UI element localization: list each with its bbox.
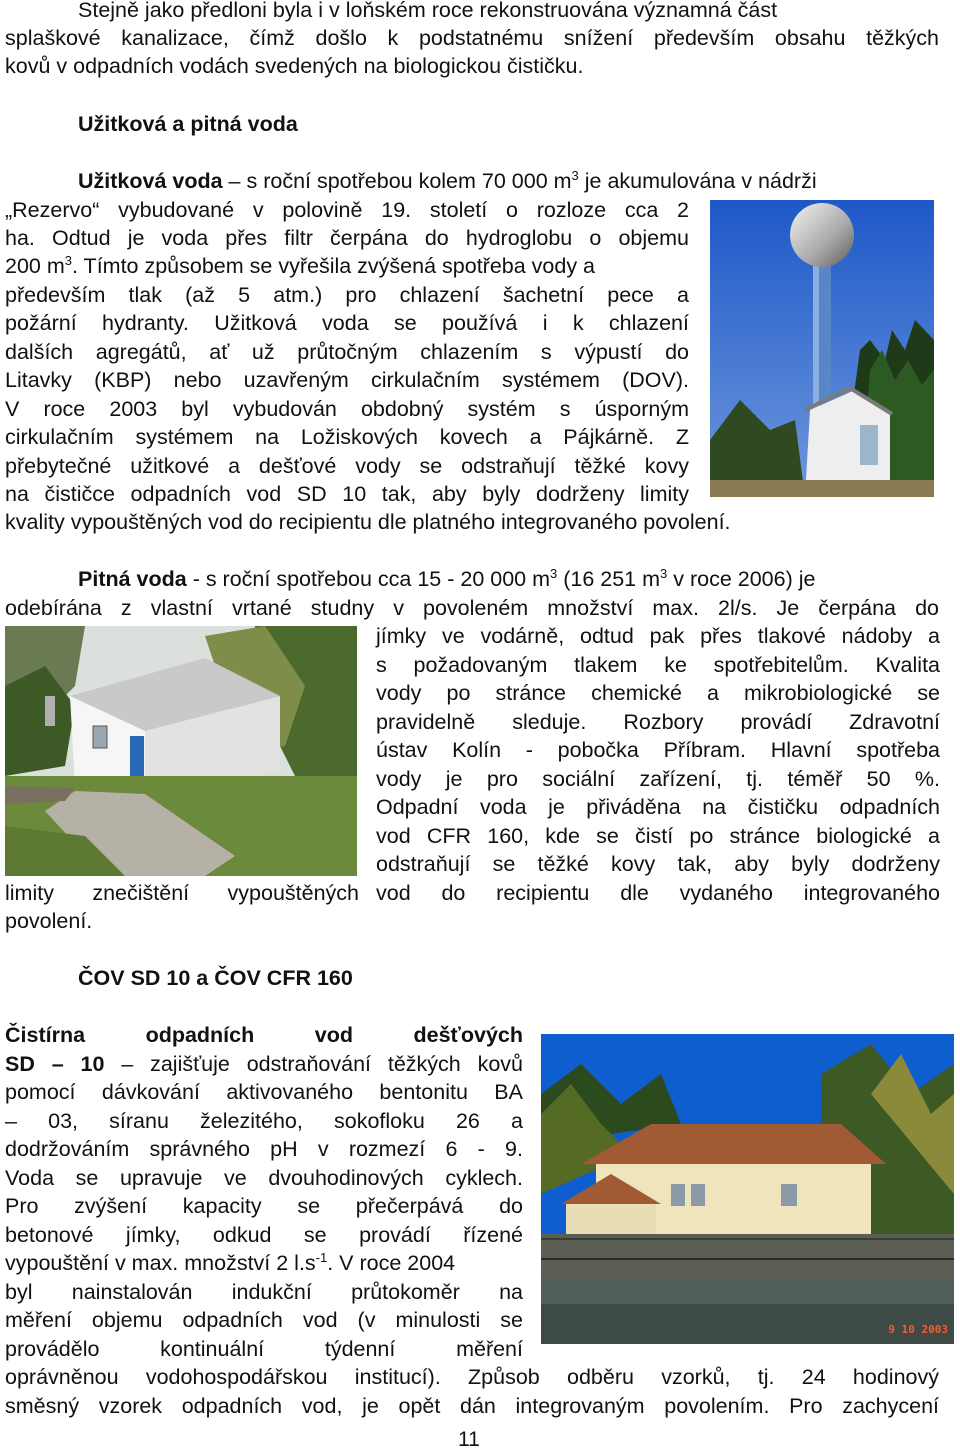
- page-number: 11: [458, 1428, 480, 1451]
- section-heading-uzitkova-pitna: Užitková a pitná voda: [78, 112, 298, 136]
- pitna-line: s požadovaným tlakem ke spotřebitelům. Kvalita: [376, 653, 940, 677]
- pitna-line: ústav Kolín - pobočka Příbram. Hlavní spotřeba: [376, 738, 940, 762]
- pitna-line: odebírána z vlastní vrtané studny v povoleném množství max. 2l/s. Je čerpána do: [5, 596, 939, 620]
- uzitkova-line: cirkulačním systémem na Ložiskových kovech a Pájkárně. Z: [5, 425, 689, 449]
- pitna-line: vod do recipientu dle vydaného integrovaného: [376, 881, 940, 905]
- para-intro-line: splaškové kanalizace, čímž došlo k podstatnému snížení především obsahu těžkých: [5, 26, 939, 50]
- pitna-line: jímky ve vodárně, odtud pak přes tlakové nádoby a: [376, 624, 940, 648]
- pitna-line: pravidelně sleduje. Rozbory provádí Zdravotní: [376, 710, 940, 734]
- pitna-line: povolení.: [5, 909, 93, 933]
- pitna-line: Pitná voda - s roční spotřebou cca 15 - 20 000 $m^3$ (16 251 $m^3$ v roce 2006) je: [78, 565, 816, 591]
- section-heading-cov: ČOV SD 10 a ČOV CFR 160: [78, 966, 353, 990]
- cistirna-line: měření objemu odpadních vod (v minulosti se: [5, 1308, 523, 1332]
- uzitkova-line: především tlak (až 5 atm.) pro chlazení šachetní pece a: [5, 283, 689, 307]
- para-intro-line: Stejně jako předloni byla i v loňském roce rekonstruována významná část: [78, 0, 778, 22]
- pitna-line: vody je pro sociální zařízení, tj. téměř 50 %.: [376, 767, 940, 791]
- water-tower-photo: [710, 200, 934, 497]
- uzitkova-line: na čističce odpadních vod SD 10 tak, aby byly dodrženy limity: [5, 482, 689, 506]
- pitna-line: vod CFR 160, kde se čistí po stránce biologické a: [376, 824, 940, 848]
- uzitkova-line: „Rezervo“ vybudované v polovině 19. století o rozloze cca 2: [5, 198, 689, 222]
- cistirna-line: směsný vzorek odpadních vod, je opět dán integrovaným povolením. Pro zachycení: [5, 1394, 939, 1418]
- cistirna-line: dodržováním správného pH v rozmezí 6 - 9.: [5, 1137, 523, 1161]
- pitna-line: Odpadní voda je přiváděna na čističku odpadních: [376, 795, 940, 819]
- cistirna-line: pomocí dávkování aktivovaného bentonitu BA: [5, 1080, 523, 1104]
- cistirna-line: oprávněnou vodohospodářskou institucí). Způsob odběru vzorků, tj. 24 hodinový: [5, 1365, 939, 1389]
- cistirna-line: Pro zvýšení kapacity se přečerpává do: [5, 1194, 523, 1218]
- cistirna-line: SD – 10 – zajišťuje odstraňování těžkých kovů: [5, 1052, 523, 1076]
- uzitkova-line: 200 $m^3$. Tímto způsobem se vyřešila zvýšená spotřeba vody a: [5, 252, 596, 278]
- cistirna-line: vypouštění v max. množství 2 $l.s^{-1}$. V roce 2004: [5, 1249, 456, 1275]
- uzitkova-line: dalších agregátů, ať už průtočným chlazením s výpustí do: [5, 340, 689, 364]
- cistirna-line: betonové jímky, odkud se provádí řízené: [5, 1223, 523, 1247]
- photo-date-stamp: 9 10 2003: [888, 1323, 948, 1336]
- treatment-plant-photo: [541, 1034, 954, 1344]
- cistirna-line: – 03, síranu železitého, sokofloku 26 a: [5, 1109, 523, 1133]
- uzitkova-line: ha. Odtud je voda přes filtr čerpána do hydroglobu o objemu: [5, 226, 689, 250]
- uzitkova-lead: Užitková voda: [78, 169, 223, 193]
- uzitkova-line: Litavky (KBP) nebo uzavřeným cirkulačním systémem (DOV).: [5, 368, 689, 392]
- uzitkova-line: kvality vypouštěných vod do recipientu dle platného integrovaného povolení.: [5, 510, 731, 534]
- pitna-line: limity znečištění vypouštěných: [5, 881, 359, 905]
- pitna-lead: Pitná voda: [78, 567, 187, 591]
- uzitkova-line: požární hydranty. Užitková voda se používá i k chlazení: [5, 311, 689, 335]
- uzitkova-line: Užitková voda – s roční spotřebou kolem 70 000 $m^3$ je akumulována v nádrži: [78, 167, 817, 193]
- pitna-line: vody po stránce chemické a mikrobiologické se: [376, 681, 940, 705]
- uzitkova-line: přebytečné užitkové a dešťové vody se odstraňují těžké kovy: [5, 454, 689, 478]
- cistirna-line: byl nainstalován indukční průtokoměr na: [5, 1280, 523, 1304]
- cistirna-line: provádělo kontinuální týdenní měření: [5, 1337, 523, 1361]
- waterworks-photo: [5, 626, 357, 876]
- uzitkova-line: V roce 2003 byl vybudován obdobný systém s úsporným: [5, 397, 689, 421]
- para-intro-line: kovů v odpadních vodách svedených na biologickou čističku.: [5, 54, 584, 78]
- cistirna-line: Voda se upravuje ve dvouhodinových cyklech.: [5, 1166, 523, 1190]
- pitna-line: odstraňují se těžké kovy tak, aby byly dodrženy: [376, 852, 940, 876]
- cistirna-line: Čistírna odpadních vod dešťových: [5, 1023, 523, 1047]
